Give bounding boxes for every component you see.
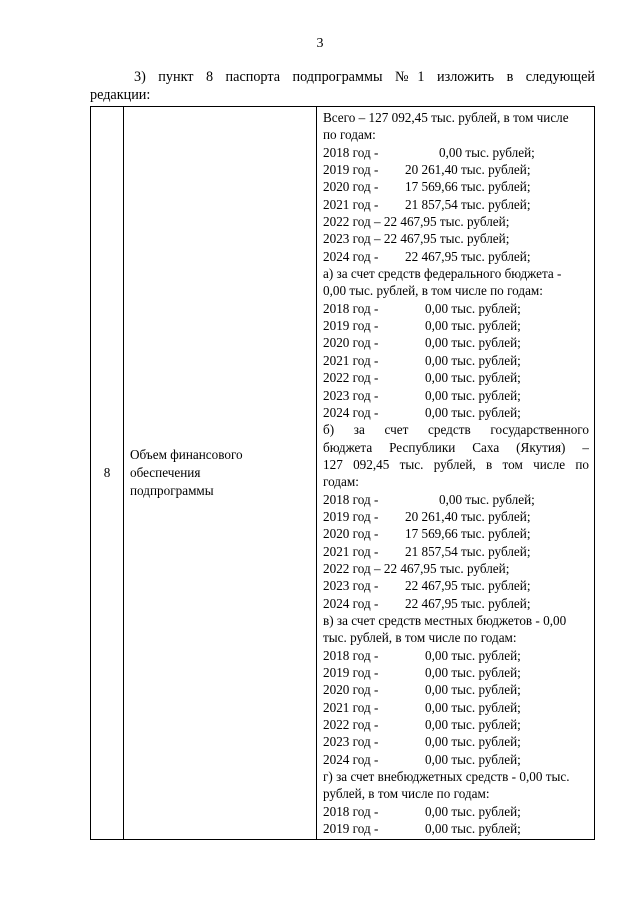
year-label: 2023 год - — [323, 734, 379, 750]
amount-value: 0,00 тыс. рублей; — [425, 335, 521, 351]
year-label: 2024 год - — [323, 404, 379, 420]
year-amount-line — [323, 508, 589, 525]
section-text-line: бюджета Республики Саха (Якутия) – — [323, 439, 589, 455]
year-amount-line — [323, 196, 589, 213]
section-text-line: б) за счет средств государственного — [323, 422, 589, 438]
amount-value: 0,00 тыс. рублей; — [425, 751, 521, 767]
year-amount-line — [323, 525, 589, 542]
amount-value: 22 467,95 тыс. рублей; — [405, 578, 531, 594]
year-amount-line — [323, 161, 589, 178]
amount-value: 0,00 тыс. рублей; — [439, 144, 535, 160]
year-label: 2018 год - — [323, 647, 379, 663]
year-amount-line — [323, 577, 589, 594]
amount-value: 0,00 тыс. рублей; — [425, 717, 521, 733]
year-label: 2020 год - — [323, 682, 379, 698]
section-text-line: по годам: — [323, 127, 376, 143]
year-amount-line — [323, 178, 589, 195]
year-amount-line: 2022 год – 22 467,95 тыс. рублей; — [323, 214, 510, 230]
year-label: 2021 год - — [323, 352, 379, 368]
amount-value: 20 261,40 тыс. рублей; — [405, 162, 531, 178]
intro-paragraph — [90, 68, 595, 104]
amount-value: 0,00 тыс. рублей; — [439, 491, 535, 507]
amount-value: 0,00 тыс. рублей; — [425, 734, 521, 750]
year-label: 2019 год - — [323, 508, 379, 524]
year-label: 2019 год - — [323, 665, 379, 680]
year-amount-line — [323, 300, 589, 317]
year-label: 2020 год - — [323, 526, 379, 542]
year-label: 2024 год - — [323, 595, 379, 611]
year-amount-line — [323, 543, 589, 560]
intro-line-1: 3) пункт 8 паспорта подпрограммы №1 изложить в следующей — [134, 69, 595, 85]
year-label: 2023 год - — [323, 387, 379, 403]
amount-value: 0,00 тыс. рублей; — [425, 821, 521, 837]
amount-value: 0,00 тыс. рублей; — [425, 370, 521, 386]
amount-value: 0,00 тыс. рублей; — [425, 318, 521, 334]
year-amount-line — [323, 647, 589, 664]
amount-value: 0,00 тыс. рублей; — [425, 647, 521, 663]
year-amount-line — [323, 820, 589, 837]
amount-value: 21 857,54 тыс. рублей; — [405, 196, 531, 212]
year-amount-line — [323, 733, 589, 750]
year-amount-line — [323, 144, 589, 161]
year-label: 2022 год - — [323, 370, 379, 386]
year-amount-line — [323, 387, 589, 404]
section-text-line: годам: — [323, 474, 359, 490]
year-label: 2022 год - — [323, 717, 379, 733]
section-text-line: рублей, в том числе по годам: — [323, 786, 490, 802]
amount-value: 0,00 тыс. рублей; — [425, 682, 521, 698]
amount-value: 0,00 тыс. рублей; — [425, 665, 521, 680]
year-label: 2019 год - — [323, 821, 379, 837]
year-amount-line — [323, 595, 589, 612]
year-label: 2023 год - — [323, 578, 379, 594]
year-amount-line — [323, 491, 589, 508]
row-value — [317, 107, 595, 840]
amount-value: 0,00 тыс. рублей; — [425, 387, 521, 403]
funding-lines — [323, 109, 589, 837]
year-label: 2024 год - — [323, 751, 379, 767]
year-label: 2020 год - — [323, 335, 379, 351]
amount-value: 20 261,40 тыс. рублей; — [405, 508, 531, 524]
amount-value: 17 569,66 тыс. рублей; — [405, 179, 531, 195]
year-label: 2018 год - — [323, 803, 379, 819]
amount-value: 17 569,66 тыс. рублей; — [405, 526, 531, 542]
section-text-line: г) за счет внебюджетных средств - 0,00 тыс. — [323, 769, 570, 785]
year-amount-line — [323, 248, 589, 265]
year-amount-line — [323, 803, 589, 820]
section-text-line: а) за счет средств федерального бюджета - — [323, 266, 562, 282]
section-text-line: Всего – 127 092,45 тыс. рублей, в том числе — [323, 110, 569, 125]
intro-line-2: редакции: — [90, 87, 151, 103]
year-amount-line — [323, 404, 589, 421]
year-label: 2021 год - — [323, 699, 379, 715]
year-amount-line — [323, 716, 589, 733]
year-amount-line: 2022 год – 22 467,95 тыс. рублей; — [323, 560, 510, 576]
section-text-line: в) за счет средств местных бюджетов - 0,00 — [323, 612, 567, 628]
year-amount-line — [323, 681, 589, 698]
year-amount-line — [323, 664, 589, 681]
amount-value: 0,00 тыс. рублей; — [425, 699, 521, 715]
section-text-line: тыс. рублей, в том числе по годам: — [323, 630, 517, 646]
year-label: 2020 год - — [323, 179, 379, 195]
year-label: 2019 год - — [323, 318, 379, 334]
year-amount-line — [323, 751, 589, 768]
amount-value: 0,00 тыс. рублей; — [425, 404, 521, 420]
year-amount-line — [323, 699, 589, 716]
year-amount-line — [323, 317, 589, 334]
year-amount-line — [323, 369, 589, 386]
year-label: 2021 год - — [323, 543, 379, 559]
passport-table — [90, 106, 595, 840]
row-name-line: Объем финансового — [130, 447, 243, 463]
amount-value: 0,00 тыс. рублей; — [425, 803, 521, 819]
amount-value: 0,00 тыс. рублей; — [425, 300, 521, 316]
year-amount-line: 2023 год – 22 467,95 тыс. рублей; — [323, 231, 510, 247]
year-label: 2019 год - — [323, 162, 379, 178]
amount-value: 21 857,54 тыс. рублей; — [405, 543, 531, 559]
year-label: 2018 год - — [323, 144, 379, 160]
year-label: 2018 год - — [323, 491, 379, 507]
page-number: 3 — [316, 36, 324, 51]
section-text-line: 0,00 тыс. рублей, в том числе по годам: — [323, 283, 543, 299]
row-name-line: подпрограммы — [130, 483, 214, 499]
row-number: 8 — [91, 107, 124, 840]
year-label: 2018 год - — [323, 300, 379, 316]
section-text-line: 127 092,45 тыс. рублей, в том числе по — [323, 456, 589, 472]
year-label: 2024 год - — [323, 248, 379, 264]
year-amount-line — [323, 334, 589, 351]
row-name-line: обеспечения — [130, 465, 201, 481]
amount-value: 22 467,95 тыс. рублей; — [405, 248, 531, 264]
amount-value: 22 467,95 тыс. рублей; — [405, 595, 531, 611]
amount-value: 0,00 тыс. рублей; — [425, 352, 521, 368]
year-amount-line — [323, 352, 589, 369]
table-row — [91, 107, 595, 840]
year-label: 2021 год - — [323, 196, 379, 212]
row-name — [124, 107, 317, 840]
